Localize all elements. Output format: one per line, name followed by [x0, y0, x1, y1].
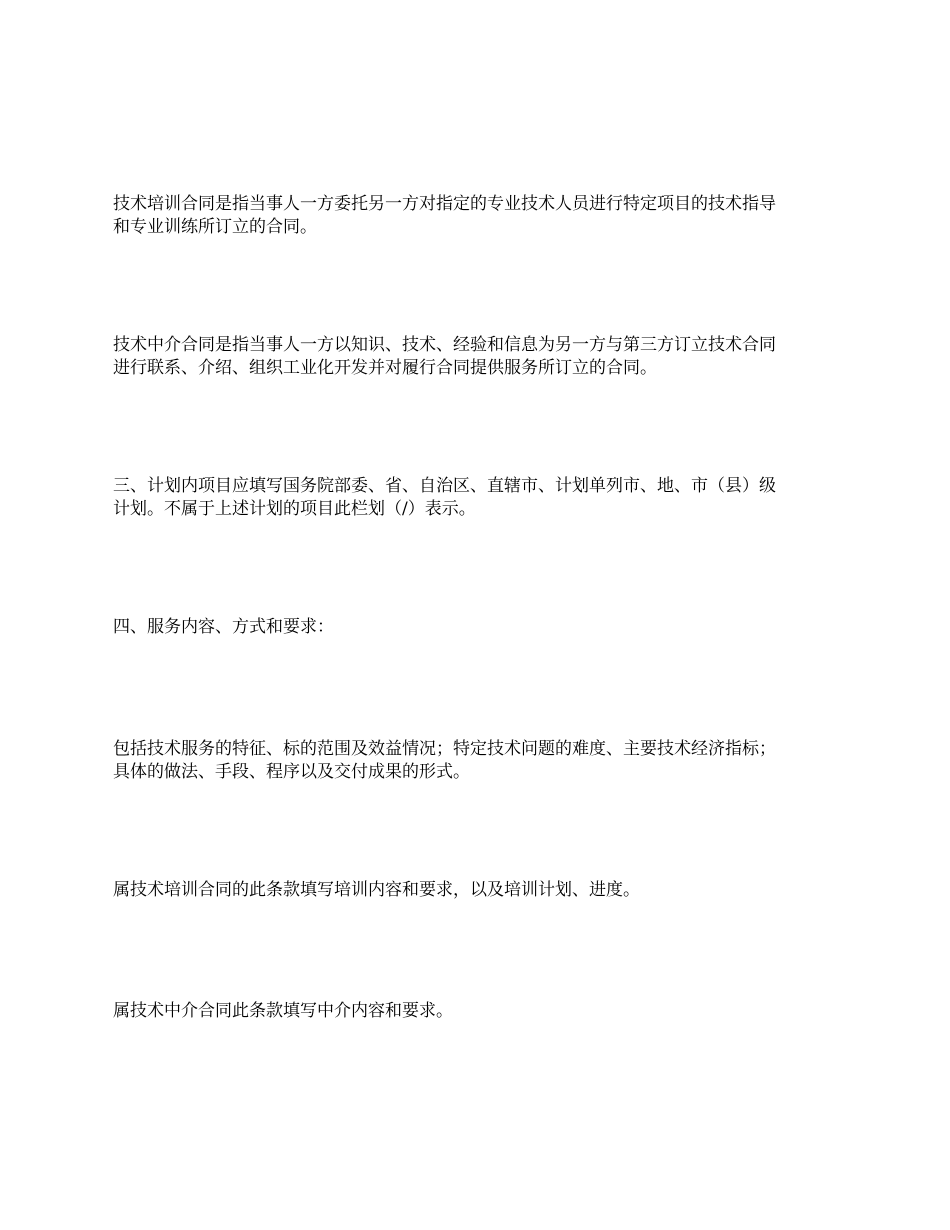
paragraph-line: 具体的做法、手段、程序以及交付成果的形式。 [113, 762, 470, 782]
paragraph-line: 计划。不属于上述计划的项目此栏划（/）表示。 [113, 499, 476, 519]
paragraph-technical-intermediary-contract [113, 334, 841, 380]
paragraph-line: 进行联系、介绍、组织工业化开发并对履行合同提供服务所订立的合同。 [113, 358, 657, 378]
paragraph-line: 属技术中介合同此条款填写中介内容和要求。 [113, 1001, 453, 1021]
paragraph-line: 包括技术服务的特征、标的范围及效益情况；特定技术问题的难度、主要技术经济指标； [113, 739, 776, 759]
paragraph-intermediary-contract-clause [113, 1000, 841, 1023]
paragraph-line: 技术中介合同是指当事人一方以知识、技术、经验和信息为另一方与第三方订立技术合同 [113, 335, 776, 355]
paragraph-line: 技术培训合同是指当事人一方委托另一方对指定的专业技术人员进行特定项目的技术指导 [113, 194, 776, 214]
section-heading-four-service-content [113, 616, 841, 639]
paragraph-line: 和专业训练所订立的合同。 [113, 217, 317, 237]
paragraph-line: 属技术培训合同的此条款填写培训内容和要求，以及培训计划、进度。 [113, 880, 640, 900]
paragraph-technical-training-contract [113, 193, 841, 239]
paragraph-training-contract-clause [113, 879, 841, 902]
paragraph-section-three-plan-projects [113, 475, 841, 521]
paragraph-line: 三、计划内项目应填写国务院部委、省、自治区、直辖市、计划单列市、地、市（县）级 [113, 476, 776, 496]
paragraph-line: 四、服务内容、方式和要求： [113, 617, 334, 637]
paragraph-service-characteristics [113, 738, 841, 784]
